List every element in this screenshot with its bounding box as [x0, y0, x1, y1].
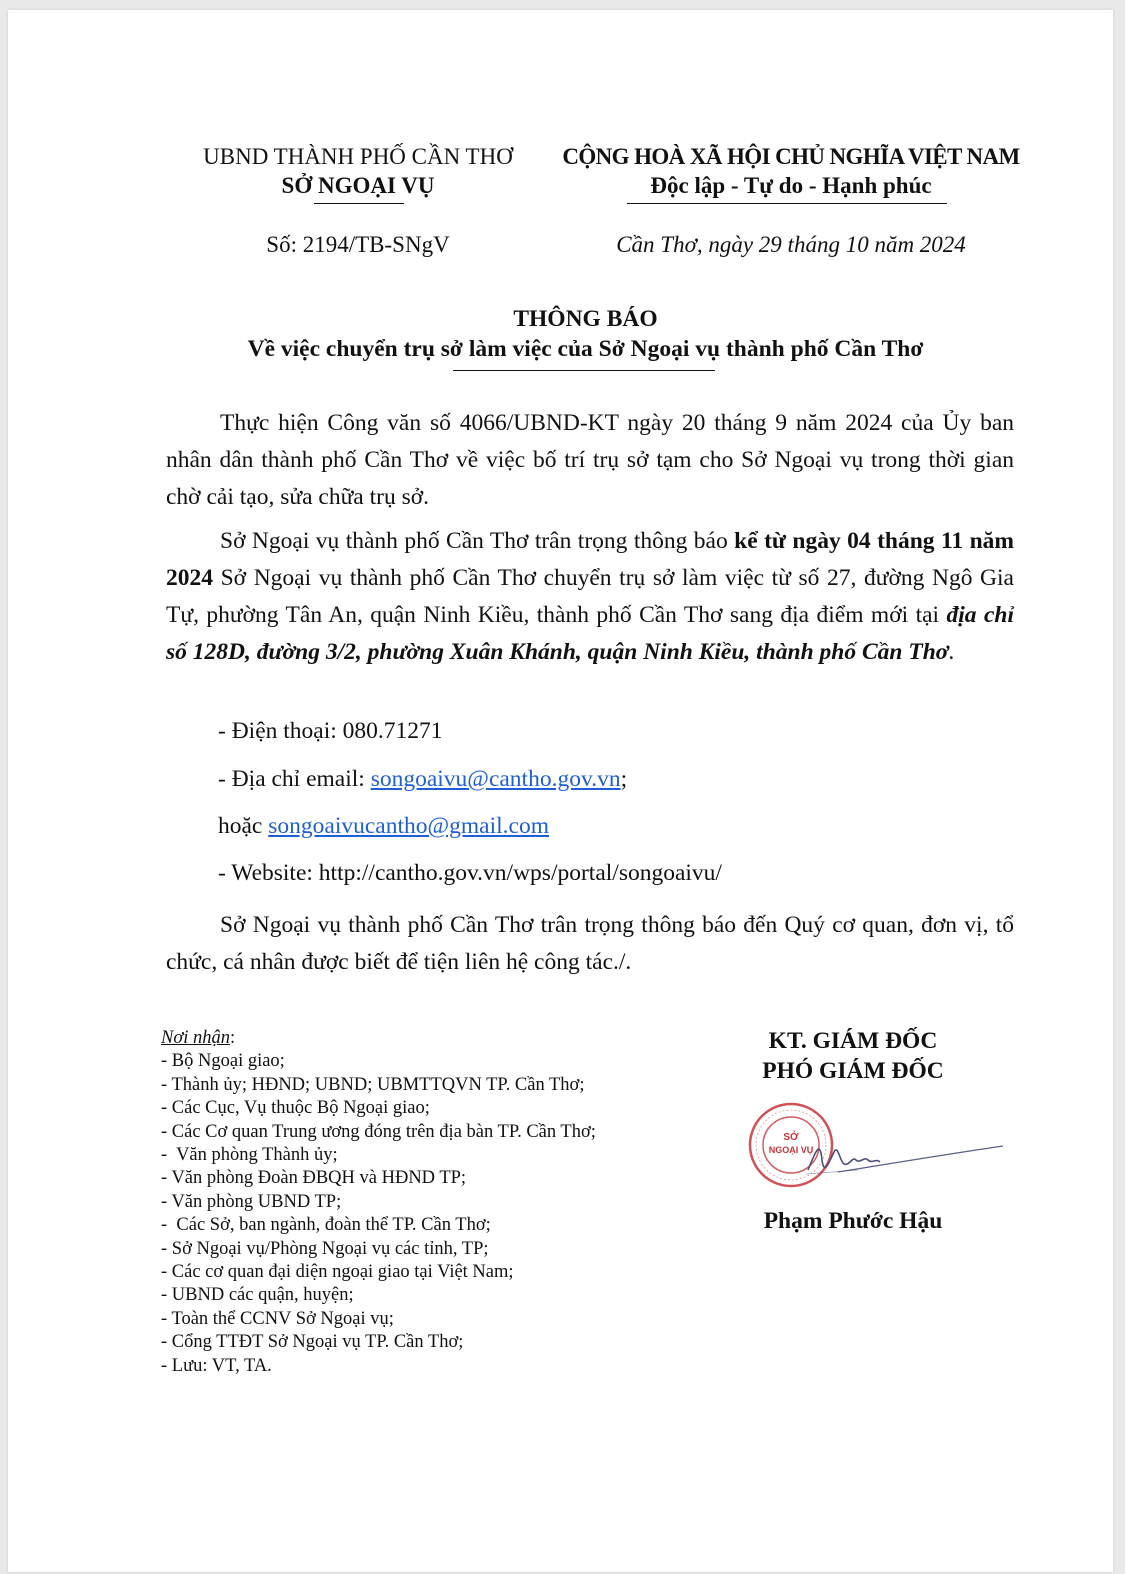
document-title: THÔNG BÁO: [513, 306, 658, 332]
body-paragraph-2: Sở Ngoại vụ thành phố Cần Thơ trân trọng thông báo kể từ ngày 04 tháng 11 năm 2024 Sở Ngoại vụ thành phố Cần Thơ chuyển trụ sở làm việc từ số 27, đường Ngô Gia Tự, phường Tân An, quận Ninh Kiều, thành phố Cần Thơ sang địa điểm mới tại địa chỉ số 128D, đường 3/2, phường Xuân Khánh, quận Ninh Kiều, thành phố Cần Thơ.: [166, 528, 1015, 665]
recipient-item: - Các Sở, ban ngành, đoàn thể TP. Cần Thơ;: [161, 1215, 491, 1236]
document-page: [8, 10, 1113, 1572]
issuer-underline: [314, 203, 404, 204]
website-line: - Website: http://cantho.gov.vn/wps/portal/songoaivu/: [218, 860, 722, 886]
recipient-item: - Các cơ quan đại diện ngoại giao tại Việt Nam;: [161, 1262, 514, 1283]
recipients-heading: Nơi nhận:: [161, 1028, 236, 1048]
recipient-item: - Cổng TTĐT Sở Ngoại vụ TP. Cần Thơ;: [161, 1332, 464, 1353]
signer-name: Phạm Phước Hậu: [763, 1208, 943, 1234]
signature-title-2: PHÓ GIÁM ĐỐC: [762, 1058, 944, 1084]
national-title: CỘNG HOÀ XÃ HỘI CHỦ NGHĨA VIỆT NAM: [562, 144, 1020, 169]
recipient-item: - Các Cục, Vụ thuộc Bộ Ngoại giao;: [161, 1098, 430, 1119]
body-paragraph-3: Sở Ngoại vụ thành phố Cần Thơ trân trọng thông báo đến Quý cơ quan, đơn vị, tổ chức, cá nhân được biết để tiện liên hệ công tác./.: [166, 912, 1014, 975]
issuer-department: SỞ NGOẠI VỤ: [281, 173, 435, 198]
email-link-1[interactable]: songoaivu@cantho.gov.vn: [370, 766, 621, 792]
national-motto: Độc lập - Tự do - Hạnh phúc: [650, 173, 932, 198]
email-link-2[interactable]: songoaivucantho@gmail.com: [268, 813, 549, 839]
recipient-item: - Các Cơ quan Trung ương đóng trên địa bàn TP. Cần Thơ;: [161, 1121, 596, 1142]
recipient-item: - Bộ Ngoại giao;: [161, 1051, 285, 1072]
motto-underline: [627, 203, 947, 204]
document-subtitle: Về việc chuyển trụ sở làm việc của Sở Ngoại vụ thành phố Cần Thơ: [247, 336, 924, 362]
svg-text:SỞ: SỞ: [783, 1132, 799, 1143]
title-underline: [453, 370, 715, 371]
recipient-item: - Thành ủy; HĐND; UBND; UBMTTQVN TP. Cần Thơ;: [161, 1074, 585, 1095]
document-date: Cần Thơ, ngày 29 tháng 10 năm 2024: [616, 232, 966, 257]
issuer-authority: UBND THÀNH PHỐ CẦN THƠ: [203, 144, 513, 169]
recipient-item: - Văn phòng UBND TP;: [161, 1191, 342, 1212]
recipient-item: - Toàn thể CCNV Sở Ngoại vụ;: [161, 1308, 394, 1329]
recipient-item: - UBND các quận, huyện;: [161, 1285, 354, 1306]
document-number: Số: 2194/TB-SNgV: [266, 232, 450, 257]
recipient-item: - Lưu: VT, TA.: [161, 1355, 272, 1376]
signature-title-1: KT. GIÁM ĐỐC: [768, 1028, 938, 1054]
email-line: - Địa chỉ email: songoaivu@cantho.gov.vn;: [218, 766, 628, 792]
email-alt-line: hoặc songoaivucantho@gmail.com: [218, 813, 549, 839]
phone-line: - Điện thoại: 080.71271: [218, 718, 443, 744]
svg-text:NGOẠI VỤ: NGOẠI VỤ: [768, 1145, 814, 1155]
recipients-block: [161, 1027, 596, 1378]
recipient-item: - Văn phòng Thành ủy;: [161, 1145, 338, 1166]
recipient-item: - Văn phòng Đoàn ĐBQH và HĐND TP;: [161, 1168, 467, 1189]
handwritten-signature-icon: [798, 1130, 1008, 1190]
new-address: địa chỉ số 128D, đường 3/2, phường Xuân Khánh, quận Ninh Kiều, thành phố Cần Thơ: [166, 602, 1014, 665]
recipient-item: - Sở Ngoại vụ/Phòng Ngoại vụ các tỉnh, TP;: [161, 1238, 489, 1259]
effective-date: kể từ ngày 04 tháng 11 năm 2024: [166, 528, 1015, 591]
body-paragraph-1: Thực hiện Công văn số 4066/UBND-KT ngày 20 tháng 9 năm 2024 của Ủy ban nhân dân thành phố Cần Thơ về việc bố trí trụ sở tạm cho Sở Ngoại vụ trong thời gian chờ cải tạo, sửa chữa trụ sở.: [166, 410, 1014, 510]
